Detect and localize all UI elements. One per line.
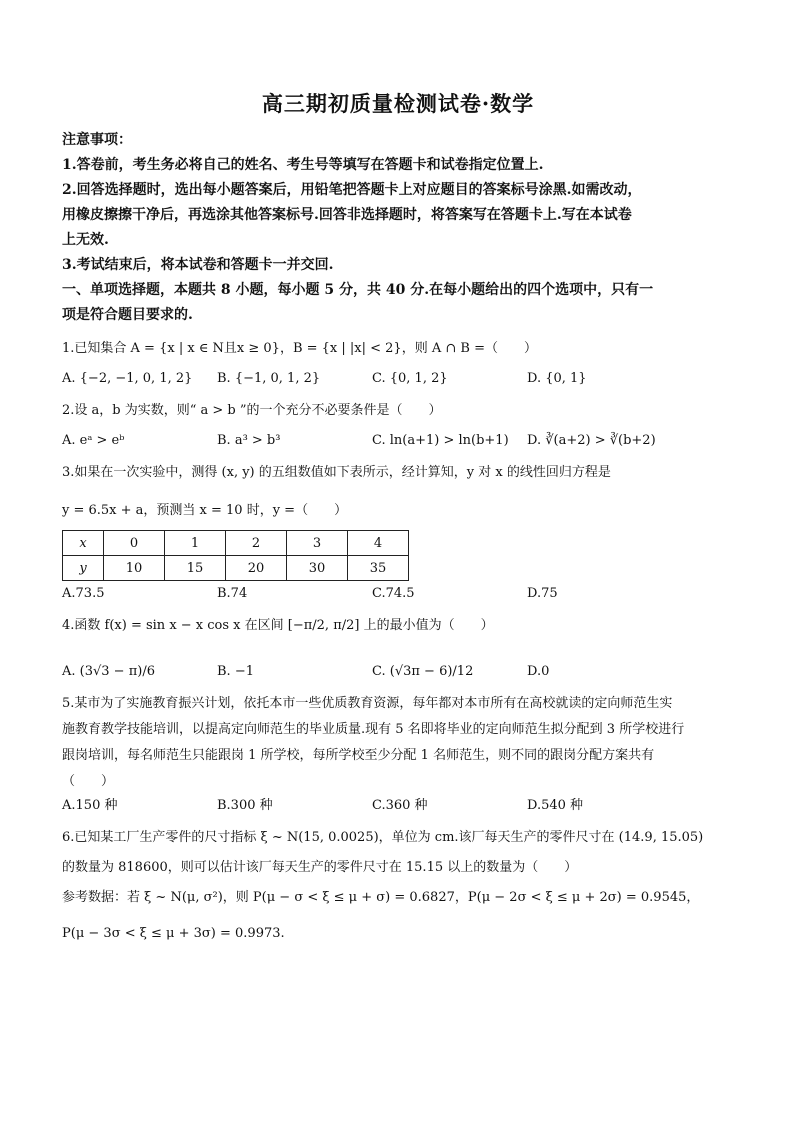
table-cell: 3 [287, 531, 348, 556]
table-cell: 2 [226, 531, 287, 556]
table-cell: 20 [226, 556, 287, 581]
question-6-line-1: 6.已知某工厂生产零件的尺寸指标 ξ ~ N(15, 0.0025)，单位为 cm.该厂每天生产的零件尺寸在 (14.9, 15.05) [62, 830, 704, 845]
question-1 [62, 336, 734, 390]
option-c: C.360 种 [372, 798, 428, 813]
note-1: 1.答卷前，考生务必将自己的姓名、考生号等填写在答题卡和试卷指定位置上. [62, 157, 544, 173]
option-a: A. {−2, −1, 0, 1, 2} [62, 371, 193, 386]
option-c: C. (√3π − 6)/12 [372, 664, 474, 679]
table-cell: 15 [165, 556, 226, 581]
question-5-line-4: （ ） [62, 774, 115, 789]
data-table [62, 530, 409, 581]
note-2c: 上无效. [62, 232, 109, 248]
option-a: A. (3√3 − π)/6 [62, 664, 155, 679]
note-2a: 2.回答选择题时，选出每小题答案后，用铅笔把答题卡上对应题目的答案标号涂黑.如需改动， [62, 182, 642, 198]
option-d: D.75 [527, 586, 558, 601]
question-6 [62, 825, 734, 947]
table-cell: 0 [104, 531, 165, 556]
question-6-line-3: 参考数据：若 ξ ~ N(μ, σ²)，则 P(μ − σ < ξ ≤ μ + σ) = 0.6827，P(μ − 2σ < ξ ≤ μ + 2σ) = 0.9545， [62, 890, 700, 905]
option-c: C.74.5 [372, 586, 415, 601]
question-6-line-2: 的数量为 818600，则可以估计该厂每天生产的零件尺寸在 15.15 以上的数量为（ ） [62, 860, 578, 875]
question-1-options [62, 368, 734, 390]
section-line-1: 一、单项选择题，本题共 8 小题，每小题 5 分，共 40 分.在每小题给出的四个选项中，只有一 [62, 282, 654, 298]
question-2-stem: 2.设 a，b 为实数，则“ a > b ”的一个充分不必要条件是（ ） [62, 403, 442, 418]
notes-section [62, 128, 734, 278]
question-3-options [62, 583, 734, 605]
option-a: A.73.5 [62, 586, 105, 601]
question-4-options [62, 661, 734, 683]
option-d: D. ∛(a+2) > ∛(b+2) [527, 433, 656, 448]
question-6-line-4: P(μ − 3σ < ξ ≤ μ + 3σ) = 0.9973. [62, 926, 285, 941]
option-b: B.74 [217, 586, 248, 601]
page-title: 高三期初质量检测试卷·数学 [261, 91, 535, 116]
option-a: A.150 种 [62, 798, 118, 813]
question-5 [62, 691, 734, 817]
notes-heading: 注意事项： [62, 132, 132, 148]
option-c: C. ln(a+1) > ln(b+1) [372, 433, 509, 448]
option-b: B.300 种 [217, 798, 273, 813]
table-cell: 30 [287, 556, 348, 581]
section-line-2: 项是符合题目要求的. [62, 307, 193, 323]
option-b: B. a³ > b³ [217, 433, 281, 448]
table-row [63, 531, 409, 556]
option-a: A. eᵃ > eᵇ [62, 433, 125, 448]
question-1-stem: 1.已知集合 A = {x | x ∈ N且x ≥ 0}，B = {x | |x| < 2}，则 A ∩ B =（ ） [62, 341, 537, 356]
option-c: C. {0, 1, 2} [372, 371, 448, 386]
note-3: 3.考试结束后，将本试卷和答题卡一并交回. [62, 257, 334, 273]
table-cell: 35 [348, 556, 409, 581]
question-4-stem: 4.函数 f(x) = sin x − x cos x 在区间 [−π/2, π/2] 上的最小值为（ ） [62, 618, 494, 633]
table-cell: 10 [104, 556, 165, 581]
table-cell: 1 [165, 531, 226, 556]
option-d: D. {0, 1} [527, 371, 587, 386]
option-b: B. {−1, 0, 1, 2} [217, 371, 321, 386]
exam-page [62, 88, 734, 947]
question-3-stem-1: 3.如果在一次实验中，测得 (x, y) 的五组数值如下表所示，经计算知，y 对 x 的线性回归方程是 [62, 465, 611, 480]
question-2 [62, 398, 734, 452]
option-d: D.0 [527, 664, 550, 679]
question-5-options [62, 795, 734, 817]
question-5-line-3: 跟岗培训，每名师范生只能跟岗 1 所学校，每所学校至少分配 1 名师范生，则不同的跟岗分配方案共有 [62, 748, 655, 763]
table-header-cell: x [63, 531, 104, 556]
table-row [63, 556, 409, 581]
note-2b: 用橡皮擦擦干净后，再选涂其他答案标号.回答非选择题时，将答案写在答题卡上.写在本试卷 [62, 207, 632, 223]
question-3 [62, 460, 734, 605]
question-2-options [62, 430, 734, 452]
question-3-stem-2: y = 6.5x + a，预测当 x = 10 时，y =（ ） [62, 503, 348, 518]
question-5-line-1: 5.某市为了实施教育振兴计划，依托本市一些优质教育资源，每年都对本市所有在高校就读的定向师范生实 [62, 696, 673, 711]
table-cell: 4 [348, 531, 409, 556]
table-header-cell: y [63, 556, 104, 581]
option-b: B. −1 [217, 664, 254, 679]
option-d: D.540 种 [527, 798, 584, 813]
question-5-line-2: 施教育教学技能培训，以提高定向师范生的毕业质量.现有 5 名即将毕业的定向师范生拟分配到 3 所学校进行 [62, 722, 685, 737]
question-4 [62, 613, 734, 683]
section-header [62, 278, 734, 328]
